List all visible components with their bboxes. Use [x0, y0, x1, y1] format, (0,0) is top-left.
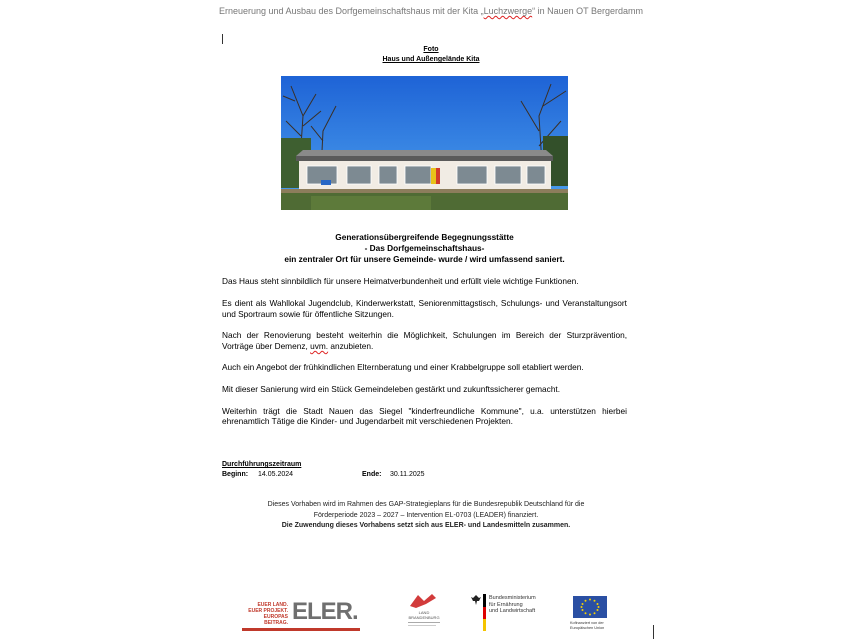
text-cursor: [222, 34, 223, 44]
eler-line-1: EUER LAND.: [257, 602, 288, 608]
header-text-end: “ in Nauen OT Bergerdamm: [532, 6, 644, 16]
period-row: [222, 470, 425, 480]
divider: [408, 622, 440, 623]
paragraph-5: Mit dieser Sanierung wird ein Stück Gemeindeleben gestärkt und zukunftssicherer gemacht.: [222, 383, 561, 394]
heading-line-1: Generationsübergreifende Begegnungsstätte: [335, 232, 514, 242]
paragraph-1: Das Haus steht sinnbildlich für unsere Heimatverbundenheit und erfüllt viele wichtige Funktionen.: [222, 276, 579, 287]
eu-logo: [570, 596, 612, 636]
eler-underline: [242, 628, 360, 631]
funding-line-2: Förderperiode 2023 – 2027 – Intervention EL-0703 (LEADER) finanziert.: [313, 511, 539, 519]
brandenburg-line-2: BRANDENBURG: [408, 615, 440, 620]
sponsor-logos: [0, 590, 862, 635]
paragraph-3: [222, 330, 627, 351]
bmel-line-1: Bundesministerium: [489, 595, 536, 601]
flag-red: [483, 607, 486, 619]
paragraph-3-end: anzubieten.: [328, 340, 374, 351]
heading-line-2: - Das Dorfgemeinschaftshaus-: [364, 242, 485, 253]
flag-gold: [483, 619, 486, 631]
kita-building-image: [281, 76, 568, 210]
content-heading: [222, 232, 627, 264]
paragraph-3-text: Nach der Renovierung besteht weiterhin die Möglichkeit, Schulungen im Bereich der Sturzprävention, Vorträge über Demenz,: [222, 330, 627, 351]
brandenburg-line-1: LAND: [418, 610, 430, 615]
spellcheck-word[interactable]: uvm.: [310, 340, 329, 351]
eler-line-3: EUROPAS BEITRAG.: [263, 614, 288, 626]
flag-black: [483, 594, 486, 607]
document-header: [0, 6, 862, 16]
implementation-period: [222, 460, 425, 480]
page-edge-marker: [653, 625, 654, 639]
spellcheck-word[interactable]: Luchzwerge: [483, 6, 533, 16]
photo-title: [0, 45, 862, 65]
funding-line-1: Dieses Vorhaben wird im Rahmen des GAP-Strategieplans für die Bundesrepublik Deutschland für die: [267, 501, 585, 508]
eler-wordmark: ELER.: [292, 598, 358, 625]
heading-line-3: ein zentraler Ort für unsere Gemeinde- wurde / wird umfassend saniert.: [284, 253, 565, 264]
eler-line-2: EUER PROJEKT.: [248, 608, 288, 614]
brandenburg-logo: [404, 592, 444, 632]
bmel-logo: [470, 594, 542, 634]
bmel-line-2: für Ernährung: [489, 601, 523, 608]
photo-label: Foto: [423, 46, 439, 53]
eler-logo: [240, 598, 362, 634]
eu-flag-icon: [573, 596, 607, 618]
bmel-line-3: und Landwirtschaft: [489, 608, 536, 614]
paragraph-4: Auch ein Angebot der frühkindlichen Elternberatung und einer Krabbelgruppe soll etabliert werden.: [222, 362, 584, 373]
begin-date: 14.05.2024: [258, 471, 294, 478]
federal-eagle-icon: [470, 594, 482, 606]
header-text: Erneuerung und Ausbau des Dorfgemeinschaftshaus mit der Kita „: [218, 6, 484, 16]
begin-label: Beginn:: [222, 471, 249, 478]
kita-photo[interactable]: [281, 76, 568, 210]
funding-notice: [0, 500, 852, 532]
period-label: Durchführungszeitraum: [222, 461, 302, 468]
funding-line-3: Die Zuwendung dieses Vorhabens setzt sich aus ELER- und Landesmitteln zusammen.: [281, 522, 571, 529]
eagle-icon: [408, 592, 438, 610]
eu-line-2: Europäischen Union: [570, 625, 605, 630]
photo-caption: Haus und Außengelände Kita: [382, 56, 480, 63]
end-label: Ende:: [362, 471, 382, 478]
eu-line-1: Kofinanziert von der: [570, 621, 604, 625]
end-date: 30.11.2025: [390, 471, 425, 478]
divider: [408, 625, 436, 626]
main-content: [222, 232, 627, 438]
paragraph-6: Weiterhin trägt die Stadt Nauen das Siegel "kinderfreundliche Kommune", u.a. unterstützen hierbei ehrenamtlich Tätige die Kinder- und Jugendarbeit mit verschiedenen Projekten.: [222, 405, 627, 427]
paragraph-2: Es dient als Wahllokal Jugendclub, Kinderwerkstatt, Seniorenmittagstisch, Schulungs- und Veranstaltungsort und Sportraum sowie für öffentliche Sitzungen.: [222, 297, 627, 319]
